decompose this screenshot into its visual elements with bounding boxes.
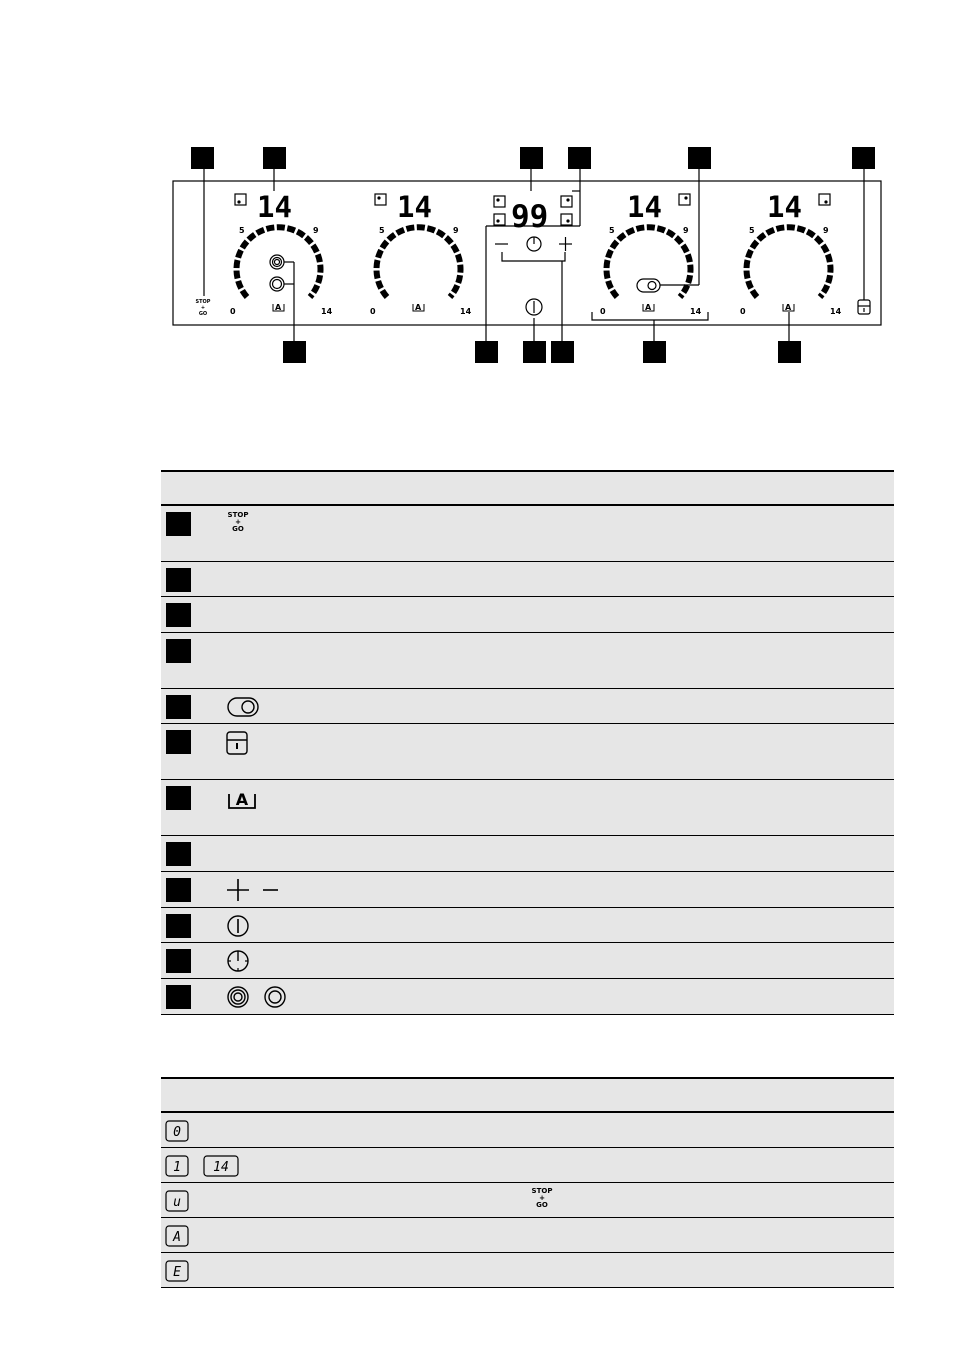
display-a-icon xyxy=(165,1225,189,1247)
power-slider-4 xyxy=(746,227,830,297)
callout-8 xyxy=(475,341,498,363)
svg-text:A: A xyxy=(173,1230,181,1245)
svg-text:GO: GO xyxy=(198,311,208,317)
svg-text:1: 1 xyxy=(173,1160,181,1175)
table-row xyxy=(161,1183,894,1218)
svg-text:0: 0 xyxy=(173,1125,181,1140)
callout-9 xyxy=(523,341,546,363)
timer-zone-indicator-icon xyxy=(494,214,505,225)
callout-2 xyxy=(263,147,286,169)
svg-text:u: u xyxy=(173,1195,181,1210)
stop-go-icon: STOP + GO xyxy=(227,511,249,533)
display-u-icon xyxy=(165,1190,189,1212)
callout-1 xyxy=(191,147,214,169)
display-14-icon xyxy=(203,1155,239,1177)
table-row xyxy=(161,780,894,836)
table-row xyxy=(161,597,894,633)
display-e-icon xyxy=(165,1260,189,1282)
svg-text:14: 14 xyxy=(830,307,842,316)
callout-4 xyxy=(568,147,591,169)
table-header xyxy=(161,470,894,506)
table-row xyxy=(161,506,894,562)
callout-5 xyxy=(688,147,711,169)
svg-text:A: A xyxy=(235,790,249,809)
ring-icons xyxy=(223,983,293,1011)
timer-zone-indicator-icon xyxy=(561,196,572,207)
row-number xyxy=(166,730,191,754)
table-row xyxy=(161,908,894,943)
display-1-icon xyxy=(165,1155,189,1177)
timer-zone-indicator-icon xyxy=(494,196,505,207)
row-number xyxy=(166,949,191,973)
svg-text:A: A xyxy=(275,303,282,312)
table-row xyxy=(161,1113,894,1148)
svg-text:9: 9 xyxy=(313,226,319,235)
svg-text:5: 5 xyxy=(239,226,245,235)
zone-3-display: 14 xyxy=(627,190,662,224)
bridge-icon xyxy=(223,693,263,719)
controls-table xyxy=(161,470,894,1015)
zone-4-display: 14 xyxy=(767,190,802,224)
table-row xyxy=(161,724,894,780)
row-number xyxy=(166,914,191,938)
table-row xyxy=(161,943,894,979)
svg-text:5: 5 xyxy=(749,226,755,235)
svg-text:A: A xyxy=(785,303,792,312)
row-number xyxy=(166,603,191,627)
lock-icon xyxy=(223,728,253,758)
power-slider-1 xyxy=(237,227,321,297)
row-number xyxy=(166,842,191,866)
callout-11 xyxy=(643,341,666,363)
callout-6 xyxy=(852,147,875,169)
svg-text:14: 14 xyxy=(460,307,472,316)
svg-text:14: 14 xyxy=(213,1160,229,1175)
display-0-icon xyxy=(165,1120,189,1142)
row-number xyxy=(166,695,191,719)
svg-text:0: 0 xyxy=(740,307,746,316)
table-row xyxy=(161,562,894,597)
zone-1-display: 14 xyxy=(257,190,292,224)
zone-2-display: 14 xyxy=(397,190,432,224)
row-number xyxy=(166,786,191,810)
svg-text:0: 0 xyxy=(230,307,236,316)
timer-display: 99 xyxy=(511,199,549,235)
bridge-icon xyxy=(637,279,660,292)
svg-text:14: 14 xyxy=(690,307,702,316)
table-row xyxy=(161,1218,894,1253)
table-row xyxy=(161,633,894,689)
stop-go-label xyxy=(196,299,211,317)
ring-selector-icons xyxy=(270,255,284,291)
control-panel-diagram xyxy=(0,0,954,400)
svg-text:5: 5 xyxy=(609,226,615,235)
svg-text:E: E xyxy=(173,1265,181,1280)
callout-7 xyxy=(283,341,306,363)
power-icon xyxy=(223,912,253,940)
svg-text:9: 9 xyxy=(453,226,459,235)
callout-12 xyxy=(778,341,801,363)
svg-text:+: + xyxy=(200,305,206,311)
timer-icon xyxy=(223,947,253,975)
timer-zone-indicator-icon xyxy=(561,214,572,225)
table-row xyxy=(161,872,894,908)
row-number xyxy=(166,878,191,902)
stop-go-icon: STOP + GO xyxy=(531,1187,553,1209)
svg-text:0: 0 xyxy=(370,307,376,316)
table-row xyxy=(161,1253,894,1288)
row-number xyxy=(166,512,191,536)
row-number xyxy=(166,985,191,1009)
callout-3 xyxy=(520,147,543,169)
svg-text:9: 9 xyxy=(683,226,689,235)
svg-text:A: A xyxy=(415,303,422,312)
table-header xyxy=(161,1077,894,1113)
power-slider-2 xyxy=(377,227,461,297)
svg-text:STOP: STOP xyxy=(195,299,211,305)
svg-text:9: 9 xyxy=(823,226,829,235)
svg-text:5: 5 xyxy=(379,226,385,235)
zone-indicator-icon xyxy=(375,194,386,205)
svg-text:0: 0 xyxy=(600,307,606,316)
table-row xyxy=(161,836,894,872)
table-row xyxy=(161,689,894,724)
auto-heat-icon xyxy=(223,784,259,814)
row-number xyxy=(166,568,191,592)
row-number xyxy=(166,639,191,663)
table-row xyxy=(161,1148,894,1183)
plus-minus-icons xyxy=(223,876,283,904)
svg-text:14: 14 xyxy=(321,307,333,316)
zone-indicator-icon xyxy=(819,194,830,205)
zone-indicator-icon xyxy=(679,194,690,205)
zone-indicator-icon xyxy=(235,194,246,205)
displays-table xyxy=(161,1077,894,1288)
callout-10 xyxy=(551,341,574,363)
svg-text:A: A xyxy=(645,303,652,312)
table-row xyxy=(161,979,894,1015)
